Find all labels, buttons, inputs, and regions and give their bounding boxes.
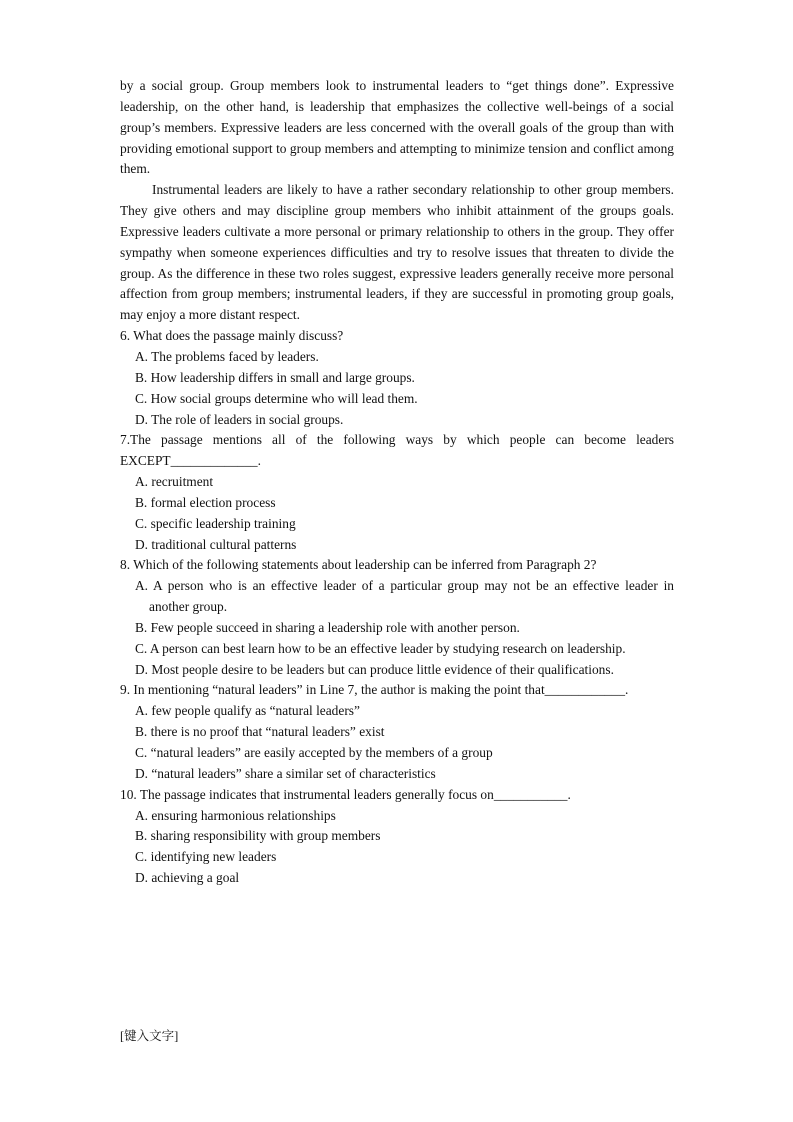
question-9 (120, 680, 674, 784)
question-stem: 6. What does the passage mainly discuss? (120, 328, 344, 344)
option-b: B. How leadership differs in small and large groups. (135, 369, 415, 385)
question-stem: 10. The passage indicates that instrumental leaders generally focus on___________. (120, 786, 571, 802)
option-c: C. identifying new leaders (135, 849, 277, 865)
option-d: D. Most people desire to be leaders but can produce little evidence of their qualifications. (135, 661, 614, 677)
question-7 (120, 430, 674, 555)
question-stem-text: 7.The passage mentions all of the following ways by which people can become leaders (120, 432, 674, 448)
question-stem-tail: EXCEPT_____________. (120, 453, 261, 469)
question-stem: 8. Which of the following statements about leadership can be inferred from Paragraph 2? (120, 557, 597, 573)
option-a: A. ensuring harmonious relationships (135, 807, 336, 823)
question-stem (120, 430, 674, 472)
option-b: B. Few people succeed in sharing a leadership role with another person. (135, 619, 520, 635)
option-b: B. there is no proof that “natural leaders” exist (135, 724, 385, 740)
option-c: C. How social groups determine who will lead them. (135, 390, 418, 406)
option-b: B. formal election process (135, 494, 276, 510)
footer-placeholder: [键入文字] (120, 1029, 179, 1043)
option-a: A. recruitment (135, 474, 214, 490)
option-d: D. “natural leaders” share a similar set of characteristics (135, 765, 436, 781)
option-c: C. specific leadership training (135, 515, 296, 531)
option-c: C. A person can best learn how to be an effective leader by studying research on leadership. (135, 640, 626, 656)
passage-paragraph-2: Instrumental leaders are likely to have a rather secondary relationship to other group members. They give others and may discipline group members who inhibit attainment of the groups goals. Expressive leaders cultivate a more personal or primary relationship to others in the group. They offer sympathy when someone experiences difficulties and try to resolve issues that threaten to divide the group. As the difference in these two roles suggest, expressive leaders generally receive more personal affection from group members; instrumental leaders, if they are successful in promoting group goals, may enjoy a more distant respect. (120, 182, 674, 323)
option-d: D. traditional cultural patterns (135, 536, 297, 552)
question-10 (120, 785, 674, 889)
question-8 (120, 555, 674, 680)
option-d: D. achieving a goal (135, 870, 240, 886)
option-a: A. The problems faced by leaders. (135, 348, 319, 364)
question-stem: 9. In mentioning “natural leaders” in Line 7, the author is making the point that____________. (120, 682, 629, 698)
option-a: A. few people qualify as “natural leaders” (135, 703, 360, 719)
option-c: C. “natural leaders” are easily accepted by the members of a group (135, 745, 493, 760)
option-b: B. sharing responsibility with group members (135, 828, 381, 844)
option-a: A. A person who is an effective leader of a particular group may not be an effective leader in another group. (135, 578, 674, 615)
question-6 (120, 326, 674, 430)
page-content (120, 76, 674, 889)
option-d: D. The role of leaders in social groups. (135, 411, 344, 427)
passage-paragraph-1: by a social group. Group members look to instrumental leaders to “get things done”. Expressive leadership, on the other hand, is leadership that emphasizes the collective well-beings of a social group’s members. Expressive leaders are less concerned with the overall goals of the group than with providing emotional support to group members and attempting to minimize tension and conflict among them. (120, 78, 674, 177)
